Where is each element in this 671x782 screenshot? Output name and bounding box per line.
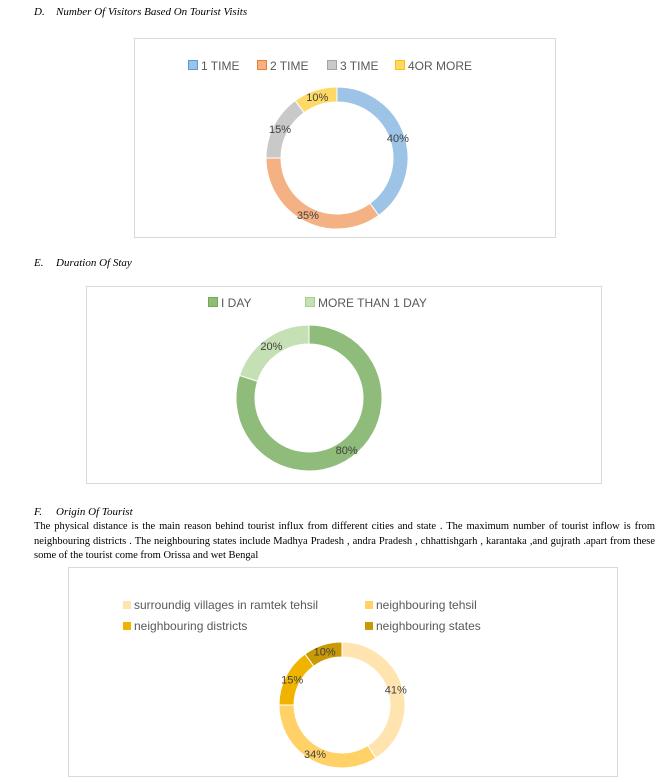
section-e-heading (34, 257, 132, 269)
legend-label: 3 TIME (340, 59, 379, 73)
section-d-heading (34, 6, 247, 18)
data-label-2: 15% (281, 674, 304, 687)
chart-d-container (134, 38, 556, 238)
chart-f-container (68, 567, 618, 777)
section-f-title: Origin Of Tourist (56, 506, 133, 518)
legend-label: MORE THAN 1 DAY (318, 296, 427, 310)
doughnut-slice-0 (342, 642, 405, 758)
section-f-heading (34, 506, 133, 518)
doughnut-slice-1 (279, 705, 376, 768)
section-f-number: F. (34, 506, 43, 518)
legend-label: neighbouring districts (134, 619, 248, 633)
legend-label: 4OR MORE (408, 59, 473, 73)
chart-f-doughnut (69, 568, 617, 776)
legend-label: neighbouring tehsil (376, 598, 477, 612)
doughnut-slice-1 (266, 158, 379, 229)
section-d-number: D. (34, 6, 45, 18)
legend-label: I DAY (221, 296, 252, 310)
data-label-2: 15% (268, 123, 291, 136)
data-label-1: 35% (296, 210, 319, 223)
section-d-title: Number Of Visitors Based On Tourist Visits (56, 6, 248, 18)
legend-label: neighbouring states (376, 619, 481, 633)
data-label-0: 41% (384, 684, 407, 697)
legend-label: 2 TIME (270, 59, 309, 73)
legend-label: surroundig villages in ramtek tehsil (134, 598, 319, 612)
data-label-0: 80% (335, 444, 358, 457)
data-label-3: 10% (313, 646, 336, 659)
chart-d-doughnut (135, 39, 555, 237)
chart-e-container (86, 286, 602, 484)
data-label-3: 10% (306, 92, 329, 105)
legend-label: 1 TIME (201, 59, 240, 73)
section-e-number: E. (34, 257, 44, 269)
data-label-1: 20% (260, 341, 283, 354)
chart-e-doughnut (87, 287, 601, 483)
section-f-paragraph: The physical distance is the main reason behind tourist influx from different cities and state . The maximum number of tourist inflow is from neighbouring districts . The neighbouring states include Madhya Pradesh , andra Pradesh , chhattishgarh , karantaka ,and gujrath .apart from these some of the tourist come from Orissa and wet Bengal (34, 521, 655, 561)
data-label-0: 40% (386, 133, 409, 146)
data-label-1: 34% (304, 749, 327, 762)
doughnut-slice-0 (337, 87, 408, 215)
section-e-title: Duration Of Stay (56, 257, 132, 269)
